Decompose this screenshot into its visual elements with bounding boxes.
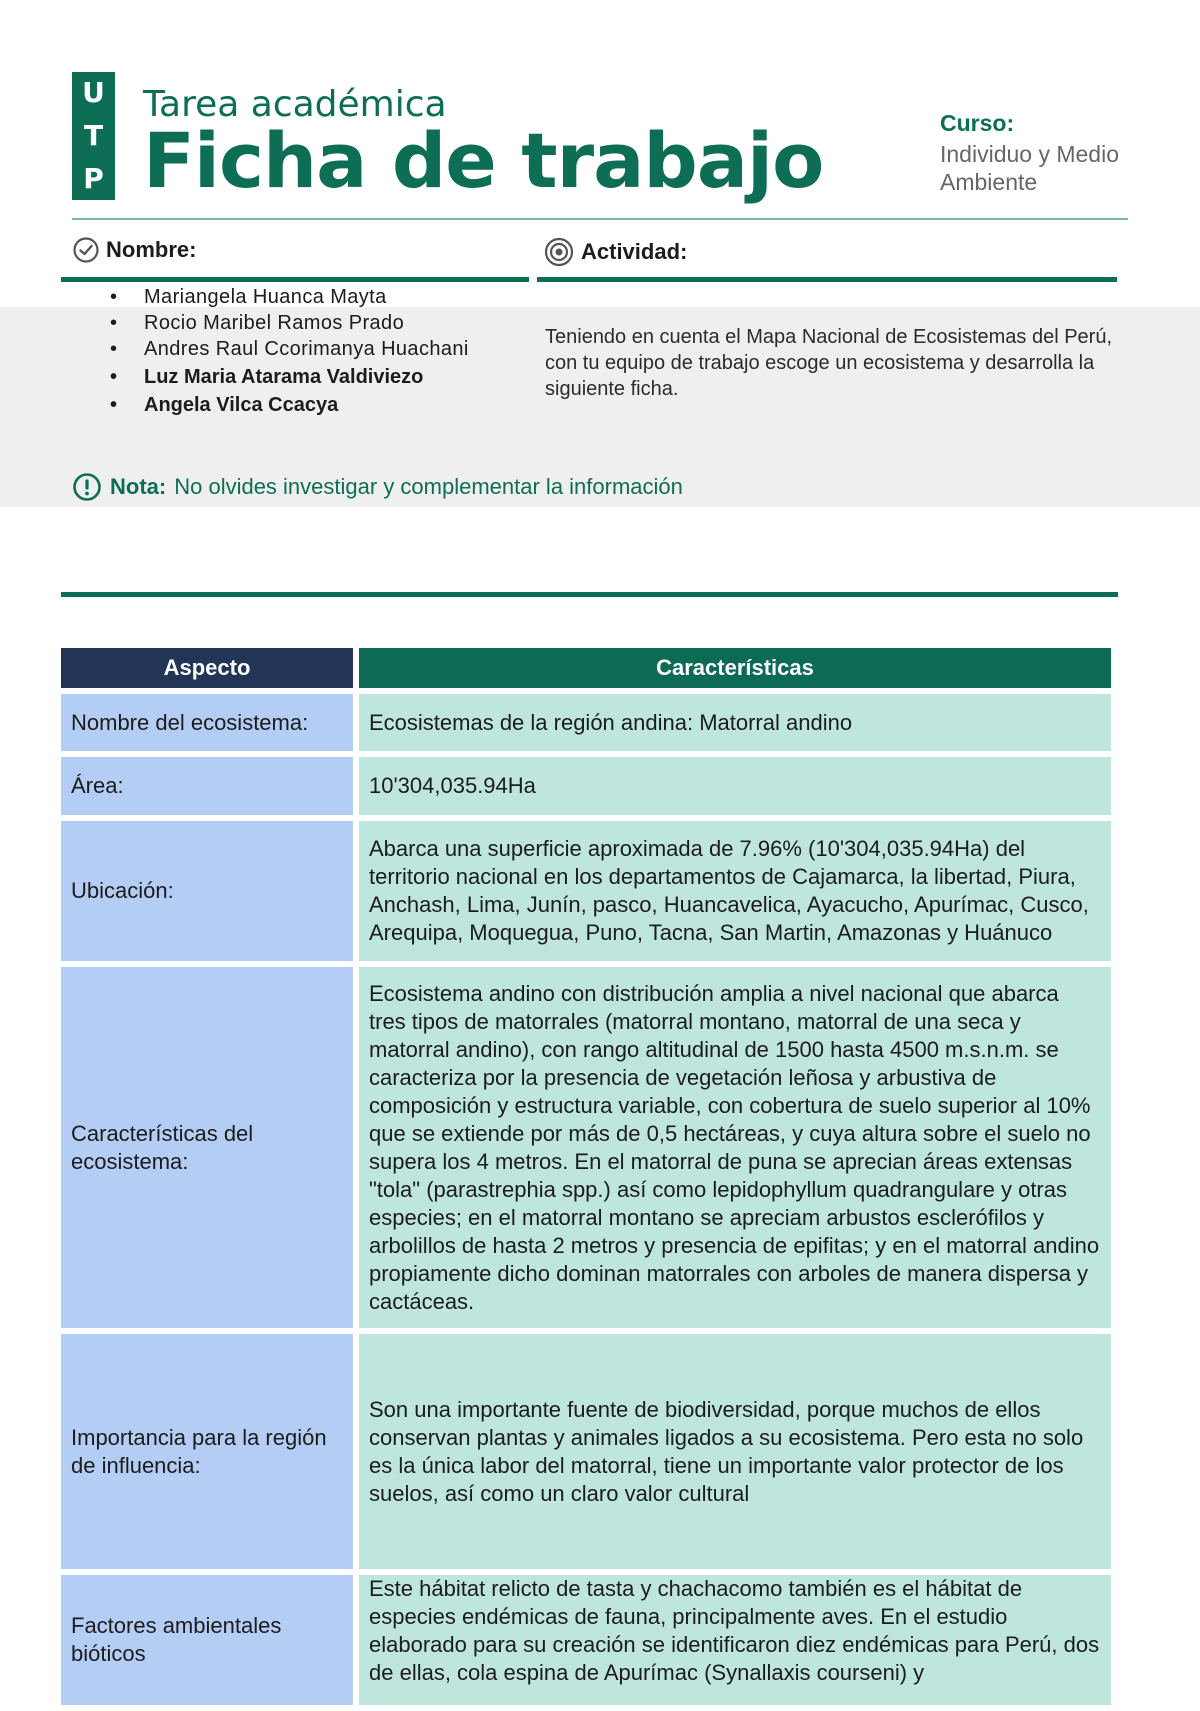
- note-label: Nota:: [110, 474, 167, 499]
- characteristics-cell: Abarca una superficie aproximada de 7.96% (10'304,035.94Ha) del territorio nacional en los departamentos de Cajamarca, la libertad, Piura, Anchash, Lima, Junín, pasco, Huancavelica, Ayacucho, Apurímac, Cusco, Arequipa, Moquegua, Puno, Tacna, San Martin, Amazonas y Huánuco: [359, 821, 1111, 961]
- characteristics-cell: Son una importante fuente de biodiversidad, porque muchos de ellos conservan plantas y animales ligados a su ecosistema. Pero esta no solo es la única labor del matorral, tiene un importante valor protector de los suelos, así como un claro valor cultural: [359, 1334, 1111, 1569]
- header-caracteristicas: Características: [359, 648, 1111, 688]
- check-circle-icon: [72, 236, 100, 264]
- table-header-row: [61, 648, 1111, 688]
- list-item: • Rocio Maribel Ramos Prado: [110, 310, 469, 336]
- page-title: Ficha de trabajo: [143, 116, 824, 205]
- table-row: [61, 967, 1111, 1328]
- aspect-cell: Características del ecosistema:: [61, 967, 353, 1328]
- course-label: Curso:: [940, 110, 1015, 136]
- actividad-label: Actividad:: [581, 239, 688, 264]
- characteristics-cell: Ecosistema andino con distribución amplia a nivel nacional que abarca tres tipos de matorrales (matorral montano, matorral de una seca y matorral andino), con rango altitudinal de 1500 hasta 4500 m.s.n.m. se caracteriza por la presencia de vegetación leñosa y arbustiva de composición y estructura variable, con cobertura de suelo superior al 10% que se extiende por más de 0,5 hectáreas, y cuya altura sobre el suelo no supera los 4 metros. En el matorral de puna se aprecian áreas extensas "tola" (parastrephia spp.) así como lepidophyllum quadrangulare y otras especies; en el matorral montano se apreciam arbustos esclerófilos y arbolillos de hasta 2 metros y presencia de epifitas; y en el matorral andino propiamente dicho dominan matorrales con arboles de manera dispersa y cactáceas.: [359, 967, 1111, 1328]
- aspect-cell: Factores ambientales bióticos: [61, 1575, 353, 1705]
- nombre-label: Nombre:: [106, 237, 197, 262]
- note: [72, 472, 683, 502]
- characteristics-cell: 10'304,035.94Ha: [359, 757, 1111, 815]
- header-divider: [72, 218, 1128, 220]
- page-subtitle: Tarea académica: [143, 84, 447, 125]
- logo-letter-u: U: [82, 76, 105, 110]
- table-row: [61, 821, 1111, 961]
- table-row: [61, 1575, 1111, 1705]
- list-item: • Mariangela Huanca Mayta: [110, 284, 469, 310]
- list-item: • Luz Maria Atarama Valdiviezo: [110, 362, 469, 390]
- aspect-cell: Área:: [61, 757, 353, 815]
- utp-logo: [72, 72, 115, 200]
- exclamation-circle-icon: [72, 472, 102, 502]
- aspect-cell: Nombre del ecosistema:: [61, 694, 353, 751]
- actividad-rule: [537, 277, 1117, 282]
- characteristics-cell: Este hábitat relicto de tasta y chachacomo también es el hábitat de especies endémicas de fauna, principalmente aves. En el estudio elaborado para su creación se identificaron diez endémicas para Perú, dos de ellas, cola espina de Apurímac (Synallaxis courseni) y: [359, 1575, 1111, 1705]
- nombre-heading: [72, 236, 196, 264]
- target-icon: [543, 236, 575, 268]
- logo-letter-p: P: [83, 161, 104, 195]
- member-list: [110, 284, 469, 418]
- ecosystem-table: [61, 648, 1111, 1711]
- characteristics-cell: Ecosistemas de la región andina: Matorral andino: [359, 694, 1111, 751]
- note-text: No olvides investigar y complementar la información: [174, 474, 683, 499]
- activity-text: Teniendo en cuenta el Mapa Nacional de Ecosistemas del Perú, con tu equipo de trabajo escoge un ecosistema y desarrolla la siguiente ficha.: [545, 326, 1113, 400]
- table-row: [61, 757, 1111, 815]
- nombre-rule: [61, 277, 529, 282]
- list-item: • Andres Raul Ccorimanya Huachani: [110, 336, 469, 362]
- header-aspecto: Aspecto: [61, 648, 353, 688]
- section-divider: [61, 592, 1118, 597]
- table-row: [61, 694, 1111, 751]
- table-row: [61, 1334, 1111, 1569]
- actividad-heading: [543, 236, 687, 268]
- course-value: Individuo y Medio Ambiente: [940, 141, 1119, 195]
- logo-letter-t: T: [83, 118, 104, 152]
- list-item: • Angela Vilca Ccacya: [110, 390, 469, 418]
- aspect-cell: Importancia para la región de influencia:: [61, 1334, 353, 1569]
- aspect-cell: Ubicación:: [61, 821, 353, 961]
